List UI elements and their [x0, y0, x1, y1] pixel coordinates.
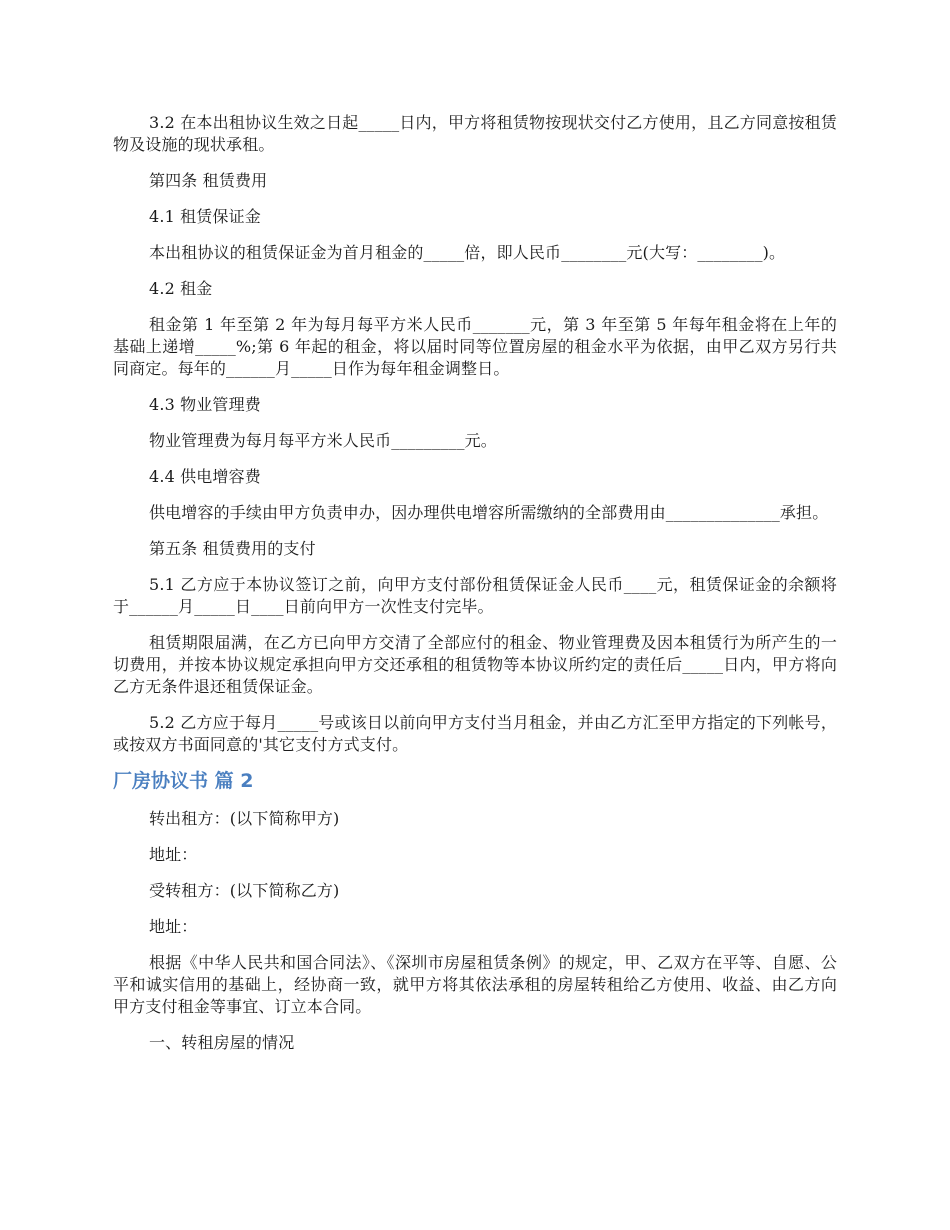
deposit-return-paragraph: 租赁期限届满，在乙方已向甲方交清了全部应付的租金、物业管理费及因本租赁行为所产生的一切费用，并按本协议规定承担向甲方交还承租的租赁物等本协议所约定的责任后_____日内，甲方将向乙方无条件退还租赁保证金。 [113, 633, 837, 696]
clause-3-2: 3.2 在本出租协议生效之日起_____日内，甲方将租赁物按现状交付乙方使用，且乙方同意按租赁物及设施的现状承租。 [113, 113, 837, 154]
article-4-title: 第四条 租赁费用 [149, 171, 268, 190]
lessee-address-line: 地址： [149, 917, 198, 936]
article-5-title: 第五条 租赁费用的支付 [149, 539, 316, 558]
section-heading: 厂房协议书 篇 2 [113, 770, 254, 792]
clause-5-2: 5.2 乙方应于每月_____号或该日以前向甲方支付当月租金，并由乙方汇至甲方指定的下列帐号，或按双方书面同意的'其它支付方式支付。 [113, 713, 837, 754]
clause-4-3-title: 4.3 物业管理费 [149, 395, 261, 414]
sublease-property-title: 一、转租房屋的情况 [149, 1033, 295, 1052]
lessor-address-line: 地址： [149, 845, 198, 864]
rent-paragraph: 租金第 1 年至第 2 年为每月每平方米人民币_______元，第 3 年至第 5 年每年租金将在上年的基础上递增_____%;第 6 年起的租金，将以届时同等位置房屋的租金水平为依据，由甲乙双方另行共同商定。每年的______月_____日作为每年租金调整日。 [113, 315, 837, 378]
lessor-line: 转出租方：(以下简称甲方) [149, 809, 340, 828]
legal-basis-paragraph: 根据《中华人民共和国合同法》、《深圳市房屋租赁条例》的规定，甲、乙双方在平等、自愿、公平和诚实信用的基础上，经协商一致，就甲方将其依法承租的房屋转租给乙方使用、收益、由乙方向甲方支付租金等事宜、订立本合同。 [113, 953, 837, 1016]
document-body [113, 112, 837, 1068]
deposit-paragraph: 本出租协议的租赁保证金为首月租金的_____倍，即人民币________元(大写：________)。 [149, 243, 786, 262]
lessee-line: 受转租方：(以下简称乙方) [149, 881, 340, 900]
property-fee-paragraph: 物业管理费为每月每平方米人民币_________元。 [149, 431, 497, 450]
power-capacity-paragraph: 供电增容的手续由甲方负责申办，因办理供电增容所需缴纳的全部费用由______________承担。 [149, 503, 829, 522]
clause-5-1: 5.1 乙方应于本协议签订之前，向甲方支付部份租赁保证金人民币____元，租赁保证金的余额将于______月_____日____日前向甲方一次性支付完毕。 [113, 575, 837, 616]
clause-4-1-title: 4.1 租赁保证金 [149, 207, 261, 226]
clause-4-4-title: 4.4 供电增容费 [149, 467, 261, 486]
clause-4-2-title: 4.2 租金 [149, 279, 213, 298]
